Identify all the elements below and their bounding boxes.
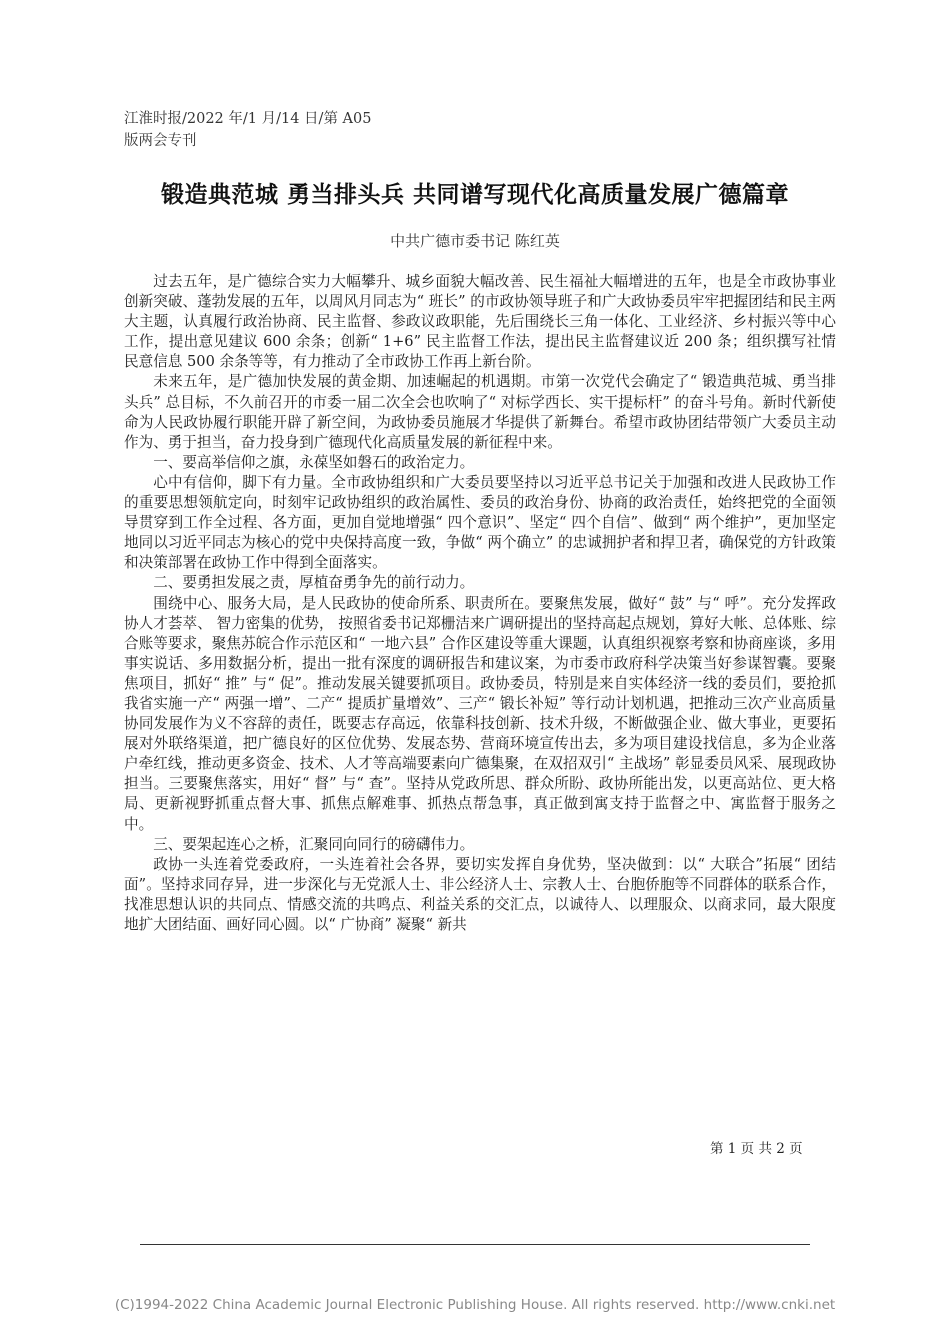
- paragraph: 未来五年，是广德加快发展的黄金期、加速崛起的机遇期。市第一次党代会确定了“ 锻造典范城、勇当排头兵” 总目标，不久前召开的市委一届二次全会也吹响了“ 对标学西长、实干提标杆” 的奋斗号角。新时代新使命为人民政协履行职能开辟了新空间，为政协委员施展才华提供了新舞台。希望市政协团结带领广大委员主动作为、勇于担当，奋力投身到广德现代化高质量发展的新征程中来。: [124, 373, 836, 451]
- section-heading: 二、要勇担发展之责，厚植奋勇争先的前行动力。: [153, 574, 475, 592]
- source-citation: [124, 108, 371, 152]
- article-title: 锻造典范城 勇当排头兵 共同谱写现代化高质量发展广德篇章: [160, 182, 789, 208]
- page-number: 第 1 页 共 2 页: [710, 1141, 803, 1157]
- source-line-2: 版两会专刊: [124, 133, 197, 149]
- paragraph: 围绕中心、服务大局，是人民政协的使命所系、职责所在。要聚焦发展，做好“ 鼓” 与“ 呼”。充分发挥政协人才荟萃、 智力密集的优势， 按照省委书记郑栅洁来广调研提出的坚持高起点规划，算好大帐、总体账、综合账等要求，聚焦苏皖合作示范区和“ 一地六县” 合作区建设等重大课题，认真组织视察考察和协商座谈，多用事实说话、多用数据分析，提出一批有深度的调研报告和建议案，为市委市政府科学决策当好参谋智囊。要聚焦项目，抓好“ 推” 与“ 促”。推动发展关键要抓项目。政协委员，特别是来自实体经济一线的委员们，要抢抓我省实施一产“ 两强一增”、二产“ 提质扩量增效”、三产“ 锻长补短” 等行动计划机遇，把推动三次产业高质量协同发展作为义不容辞的责任，既要志存高远，依靠科技创新、技术升级，不断做强企业、做大事业，更要拓展对外联络渠道，把广德良好的区位优势、发展态势、营商环境宣传出去，多为项目建设找信息，多为企业落户牵红线，推动更多资金、技术、人才等高端要素向广德集聚，在双招双引“ 主战场” 彰显委员风采、展现政协担当。三要聚焦落实，用好“ 督” 与“ 查”。坚持从党政所思、群众所盼、政协所能出发，以更高站位、更大格局、更新视野抓重点督大事、抓焦点解难事、抓热点帮急事，真正做到寓支持于监督之中、寓监督于服务之中。: [124, 594, 836, 833]
- paragraph: 心中有信仰，脚下有力量。全市政协组织和广大委员要坚持以习近平总书记关于加强和改进人民政协工作的重要思想领航定向，时刻牢记政协组织的政治属性、委员的政治身份、协商的政治责任，始终把党的全面领导贯穿到工作全过程、各方面，更加自觉地增强“ 四个意识”、坚定“ 四个自信”、做到“ 两个维护”，更加坚定地同以习近平同志为核心的党中央保持高度一致，争做“ 两个确立” 的忠诚拥护者和捍卫者，确保党的方针政策和决策部署在政协工作中得到全面落实。: [124, 473, 836, 572]
- footer-divider: [140, 1244, 810, 1245]
- copyright-footer: (C)1994-2022 China Academic Journal Electronic Publishing House. All rights reserved. http://www.cnki.net: [114, 1297, 836, 1313]
- paragraph: 政协一头连着党委政府，一头连着社会各界，要切实发挥自身优势，坚决做到：以“ 大联合”拓展“ 团结面”。坚持求同存异，进一步深化与无党派人士、非公经济人士、宗教人士、台胞侨胞等不同群体的联系合作，找准思想认识的共同点、情感交流的共鸣点、利益关系的交汇点，以诚待人、以理服众、以商求同，最大限度地扩大团结面、画好同心圆。以“ 广协商” 凝聚“ 新共: [124, 855, 836, 933]
- article-body: [124, 272, 836, 935]
- article-author: 中共广德市委书记 陈红英: [390, 232, 560, 250]
- paragraph: 过去五年，是广德综合实力大幅攀升、城乡面貌大幅改善、民生福祉大幅增进的五年，也是全市政协事业创新突破、蓬勃发展的五年，以周风月同志为“ 班长” 的市政协领导班子和广大政协委员牢牢把握团结和民主两大主题，认真履行政治协商、民主监督、参政议政职能，先后围绕长三角一体化、工业经济、乡村振兴等中心工作，提出意见建议 600 余条；创新“ 1+6” 民主监督工作法，提出民主监督建议近 200 条；组织撰写社情民意信息 500 余条等等，有力推动了全市政协工作再上新台阶。: [124, 273, 836, 371]
- section-heading: 三、要架起连心之桥，汇聚同向同行的磅礴伟力。: [153, 835, 475, 853]
- source-line-1: 江淮时报/2022 年/1 月/14 日/第 A05: [124, 111, 372, 127]
- section-heading: 一、要高举信仰之旗，永葆坚如磐石的政治定力。: [153, 453, 475, 471]
